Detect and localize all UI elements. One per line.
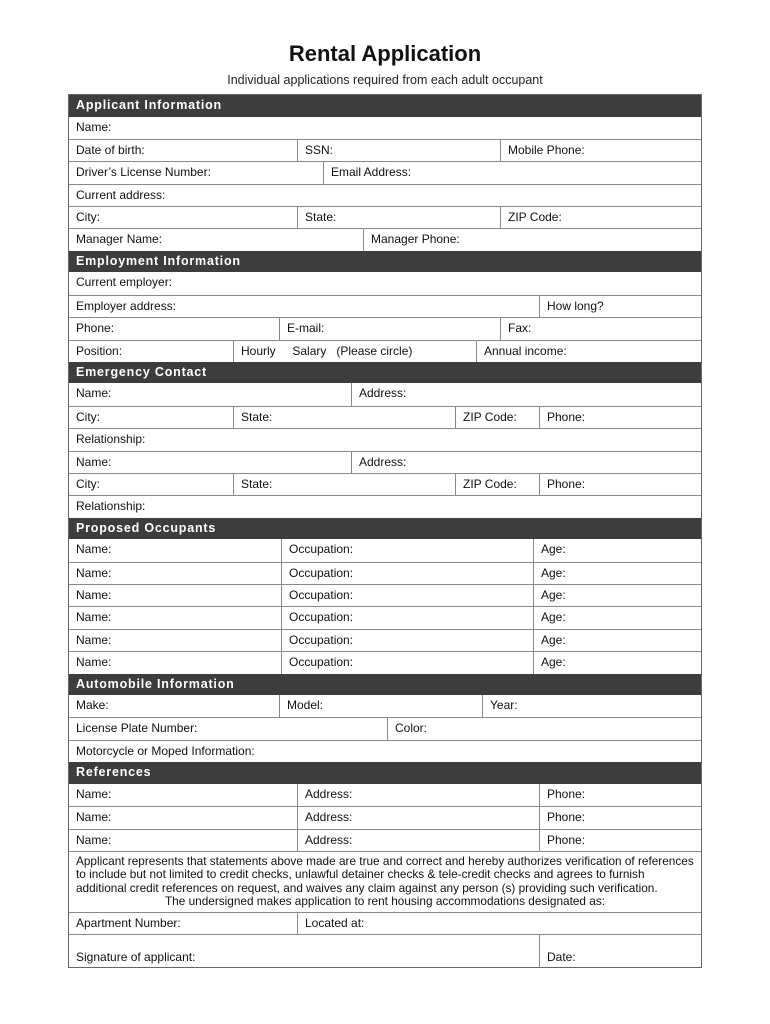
reference-row	[69, 829, 701, 851]
model-field[interactable]: Model:	[279, 695, 482, 717]
emergency-zip-field[interactable]: ZIP Code:	[455, 474, 539, 495]
ssn-field[interactable]: SSN:	[297, 140, 500, 161]
emergency-relationship-row-2	[69, 495, 701, 517]
employer-phone-row	[69, 317, 701, 339]
occupant-age-field[interactable]: Age:	[533, 652, 703, 673]
emergency-name-field[interactable]: Name:	[76, 386, 112, 401]
page-title: Rental Application	[288, 41, 482, 66]
occupant-age-field[interactable]: Age:	[533, 539, 703, 561]
occupant-row	[69, 539, 701, 561]
rental-application-form	[68, 94, 702, 968]
city-field[interactable]: City:	[76, 210, 100, 225]
occupant-occupation-field[interactable]: Occupation:	[281, 607, 533, 628]
employer-address-row	[69, 295, 701, 317]
authorization-text: Applicant represents that statements above made are true and correct and hereby authorizes verification of references to include but not limited to credit checks, unlawful detainer checks & tele-credit checks and agrees to furnish additional credit references on request, and waives any claim against any person (s) providing such verification.	[76, 853, 694, 895]
section-header-employment: Employment Information	[69, 251, 701, 273]
applicant-address-row	[69, 184, 701, 206]
manager-phone-field[interactable]: Manager Phone:	[363, 229, 703, 250]
occupant-occupation-field[interactable]: Occupation:	[281, 652, 533, 673]
applicant-dob-row	[69, 139, 701, 161]
occupant-row	[69, 562, 701, 584]
occupant-name-field[interactable]: Name:	[76, 565, 112, 580]
zip-field[interactable]: ZIP Code:	[500, 207, 703, 228]
occupant-name-field[interactable]: Name:	[76, 588, 112, 603]
emergency-state-field[interactable]: State:	[233, 474, 455, 495]
annual-income-field[interactable]: Annual income:	[476, 341, 703, 362]
reference-phone-field[interactable]: Phone:	[539, 784, 703, 806]
applicant-name-field[interactable]: Name:	[76, 119, 112, 134]
employer-fax-field[interactable]: Fax:	[500, 318, 703, 339]
section-header-occupants: Proposed Occupants	[69, 518, 701, 540]
applicant-name-row	[69, 117, 701, 139]
drivers-license-field[interactable]: Driver’s License Number:	[76, 165, 211, 180]
emergency-relationship-field[interactable]: Relationship:	[76, 432, 146, 447]
reference-address-field[interactable]: Address:	[297, 784, 539, 806]
employer-phone-field[interactable]: Phone:	[76, 321, 115, 336]
occupant-name-field[interactable]: Name:	[76, 610, 112, 625]
signature-row	[69, 934, 701, 967]
employer-row	[69, 272, 701, 294]
employer-address-field[interactable]: Employer address:	[76, 298, 177, 313]
occupant-row	[69, 606, 701, 628]
apartment-number-field[interactable]: Apartment Number:	[76, 915, 181, 930]
reference-name-field[interactable]: Name:	[76, 832, 112, 847]
emergency-name-row-1	[69, 383, 701, 405]
occupant-row	[69, 651, 701, 673]
apartment-row	[69, 912, 701, 934]
state-field[interactable]: State:	[297, 207, 500, 228]
mobile-phone-field[interactable]: Mobile Phone:	[500, 140, 703, 161]
emergency-address-field[interactable]: Address:	[351, 452, 703, 473]
emergency-name-row-2	[69, 451, 701, 473]
section-header-automobile: Automobile Information	[69, 674, 701, 696]
applicant-manager-row	[69, 228, 701, 250]
applicant-city-row	[69, 206, 701, 228]
occupant-occupation-field[interactable]: Occupation:	[281, 630, 533, 651]
occupant-age-field[interactable]: Age:	[533, 563, 703, 584]
occupant-age-field[interactable]: Age:	[533, 585, 703, 606]
section-header-applicant: Applicant Information	[69, 95, 701, 117]
emergency-phone-field[interactable]: Phone:	[539, 474, 703, 495]
authorization-statement	[69, 851, 701, 912]
reference-phone-field[interactable]: Phone:	[539, 807, 703, 828]
applicant-license-row	[69, 161, 701, 183]
emergency-address-field[interactable]: Address:	[351, 383, 703, 405]
occupant-row	[69, 629, 701, 651]
signature-field[interactable]: Signature of applicant:	[76, 949, 196, 964]
occupant-name-field[interactable]: Name:	[76, 655, 112, 670]
page-subtitle: Individual applications required from each adult occupant	[227, 73, 543, 87]
make-field[interactable]: Make:	[76, 698, 109, 713]
email-address-field[interactable]: Email Address:	[323, 162, 703, 183]
section-header-references: References	[69, 762, 701, 784]
reference-row	[69, 784, 701, 806]
occupant-name-field[interactable]: Name:	[76, 542, 112, 557]
reference-phone-field[interactable]: Phone:	[539, 830, 703, 851]
date-field[interactable]: Date:	[539, 935, 703, 967]
emergency-city-row-2	[69, 473, 701, 495]
reference-name-field[interactable]: Name:	[76, 810, 112, 825]
emergency-state-field[interactable]: State:	[233, 407, 455, 428]
position-field[interactable]: Position:	[76, 343, 123, 358]
manager-name-field[interactable]: Manager Name:	[76, 232, 163, 247]
reference-address-field[interactable]: Address:	[297, 807, 539, 828]
license-plate-field[interactable]: License Plate Number:	[76, 721, 198, 736]
occupant-age-field[interactable]: Age:	[533, 630, 703, 651]
occupant-occupation-field[interactable]: Occupation:	[281, 539, 533, 561]
emergency-zip-field[interactable]: ZIP Code:	[455, 407, 539, 428]
emergency-relationship-field[interactable]: Relationship:	[76, 499, 146, 514]
hourly-salary-choice[interactable]: Hourly Salary (Please circle)	[233, 341, 476, 362]
occupant-age-field[interactable]: Age:	[533, 607, 703, 628]
how-long-field[interactable]: How long?	[539, 296, 703, 317]
current-employer-field[interactable]: Current employer:	[76, 275, 173, 290]
occupant-occupation-field[interactable]: Occupation:	[281, 563, 533, 584]
emergency-city-field[interactable]: City:	[76, 409, 100, 424]
auto-plate-row	[69, 717, 701, 739]
position-row	[69, 340, 701, 362]
occupant-name-field[interactable]: Name:	[76, 632, 112, 647]
occupant-row	[69, 584, 701, 606]
color-field[interactable]: Color:	[387, 718, 703, 739]
occupant-occupation-field[interactable]: Occupation:	[281, 585, 533, 606]
reference-address-field[interactable]: Address:	[297, 830, 539, 851]
emergency-city-field[interactable]: City:	[76, 476, 100, 491]
dob-field[interactable]: Date of birth:	[76, 142, 145, 157]
reference-row	[69, 806, 701, 828]
emergency-city-row-1	[69, 406, 701, 428]
emergency-phone-field[interactable]: Phone:	[539, 407, 703, 428]
employer-email-field[interactable]: E-mail:	[279, 318, 500, 339]
emergency-relationship-row-1	[69, 428, 701, 450]
auto-motorcycle-row	[69, 740, 701, 762]
motorcycle-field[interactable]: Motorcycle or Moped Information:	[76, 743, 255, 758]
auto-make-row	[69, 695, 701, 717]
emergency-name-field[interactable]: Name:	[76, 454, 112, 469]
section-header-emergency: Emergency Contact	[69, 362, 701, 384]
located-at-field[interactable]: Located at:	[297, 913, 703, 934]
current-address-field[interactable]: Current address:	[76, 187, 166, 202]
authorization-designation-text: The undersigned makes application to rent housing accommodations designated as:	[164, 894, 606, 909]
reference-name-field[interactable]: Name:	[76, 786, 112, 801]
year-field[interactable]: Year:	[482, 695, 703, 717]
